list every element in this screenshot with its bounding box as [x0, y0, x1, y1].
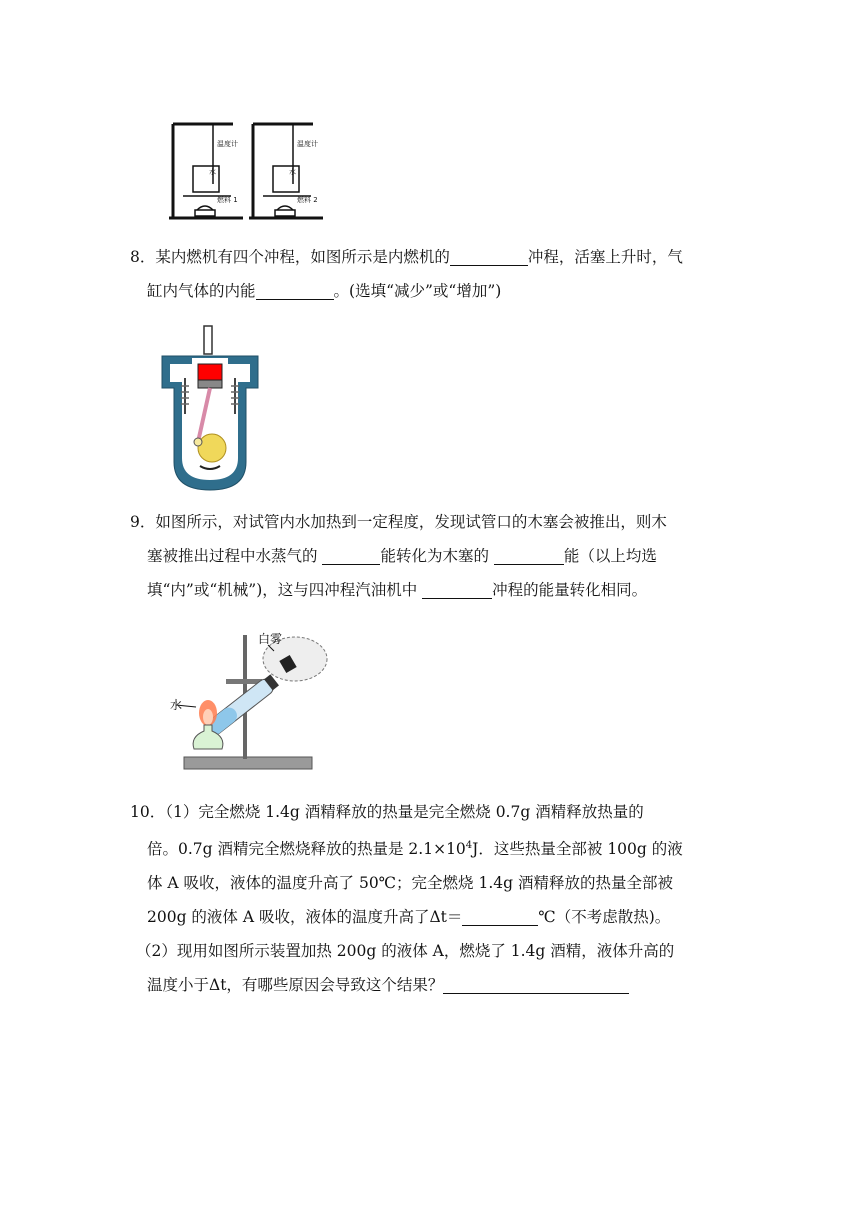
q10-text: 倍。0.7g 酒精完全燃烧释放的热量是 2.1×10 — [147, 840, 466, 859]
answer-blank[interactable] — [450, 243, 528, 266]
thermometer-label-1: 温度计 — [217, 140, 238, 148]
q9-text: 塞被推出过程中水蒸气的 — [147, 547, 323, 565]
answer-blank[interactable] — [322, 542, 380, 565]
q8-text: 某内燃机有四个冲程，如图所示是内燃机的 — [155, 248, 450, 266]
answer-blank[interactable] — [443, 971, 629, 994]
q9-text: 填“内”或“机械”)，这与四冲程汽油机中 — [147, 581, 423, 599]
answer-blank[interactable] — [422, 576, 492, 599]
engine-cylinder-figure — [160, 322, 260, 494]
q10-text: ℃（不考虑散热)。 — [538, 908, 671, 927]
exponent: 4 — [465, 840, 473, 851]
q9-text: 能（以上均选 — [563, 547, 657, 565]
q9-text: 如图所示，对试管内水加热到一定程度，发现试管口的木塞会被推出，则木 — [155, 513, 667, 531]
fuel-label-1: 燃料 1 — [217, 196, 238, 204]
q10-text: 温度小于Δt，有哪些原因会导致这个结果？ — [147, 976, 444, 995]
fog-label: 白雾 — [258, 632, 283, 646]
q8-text: 缸内气体的内能 — [147, 282, 256, 300]
answer-blank[interactable] — [462, 903, 538, 926]
q10-text: （1）完全燃烧 1.4g 酒精释放的热量是完全燃烧 0.7g 酒精释放热量的 — [165, 803, 644, 821]
water-label: 水 — [170, 698, 183, 712]
question-number: 10． — [130, 803, 166, 821]
q8-text: 。(选填“减少”或“增加”) — [333, 282, 502, 300]
fuel-comparison-figure — [165, 118, 325, 222]
question-9 — [130, 505, 730, 607]
q9-text: 能转化为木塞的 — [380, 547, 494, 565]
thermometer-label-2: 温度计 — [297, 140, 318, 148]
water-label-1: 水 — [209, 168, 216, 176]
q10-text: （2）现用如图所示装置加热 200g 的液体 A，燃烧了 1.4g 酒精，液体升高的 — [136, 942, 675, 961]
answer-blank[interactable] — [494, 542, 564, 565]
q10-text: 体 A 吸收，液体的温度升高了 50℃；完全燃烧 1.4g 酒精释放的热量全部被 — [147, 874, 673, 893]
answer-blank[interactable] — [256, 277, 334, 300]
question-10 — [130, 795, 730, 1002]
question-8 — [130, 240, 730, 308]
q8-text: 冲程，活塞上升时，气 — [527, 248, 683, 266]
question-number: 8． — [130, 248, 156, 266]
test-tube-heating-figure — [170, 627, 330, 775]
q10-text: 200g 的液体 A 吸收，液体的温度升高了Δt＝ — [147, 908, 463, 927]
question-number: 9． — [130, 513, 156, 531]
q9-text: 冲程的能量转化相同。 — [492, 581, 648, 599]
q10-text: J．这些热量全部被 100g 的液 — [472, 840, 683, 859]
fuel-label-2: 燃料 2 — [297, 196, 318, 204]
water-label-2: 水 — [289, 168, 296, 176]
